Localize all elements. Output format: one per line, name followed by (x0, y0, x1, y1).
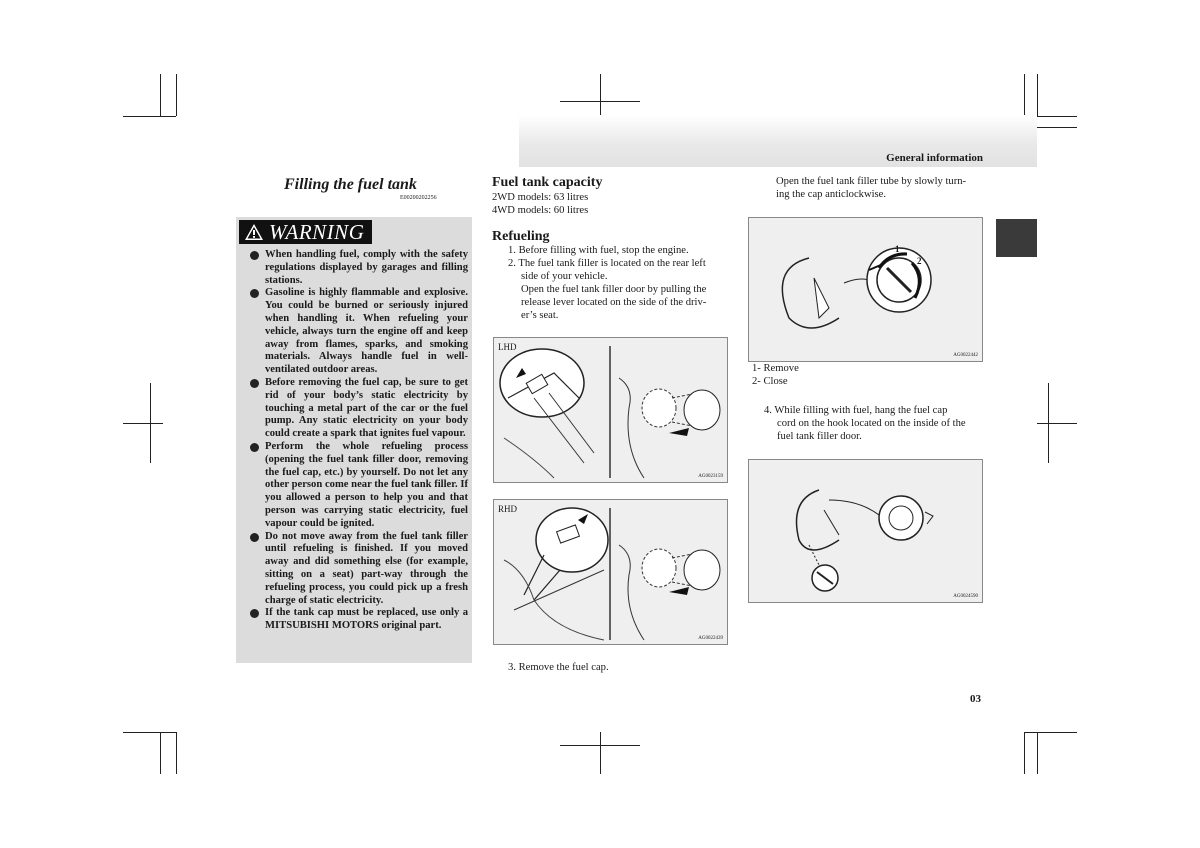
figure-id: AG0022442 (953, 353, 978, 358)
crop-mark (123, 732, 176, 733)
intro-line: ing the cap anticlockwise. (776, 189, 887, 200)
capacity-2wd: 2WD models: 63 litres (492, 192, 589, 203)
warning-list (250, 249, 468, 633)
callout-number: 1 (895, 244, 900, 254)
cap-turn-figure (748, 217, 983, 362)
warning-item: Before removing the fuel cap, be sure to get rid of your body’s static electricity by touching a metal part of the car or the fuel pump. Any static electricity on your body could create a spark that ignites fuel vapour. (250, 377, 468, 441)
crop-mark (160, 732, 161, 774)
figure-tag: RHD (498, 504, 518, 514)
rhd-figure (493, 499, 728, 645)
cap-hook-figure (748, 459, 983, 603)
step-2-line: er’s seat. (521, 310, 559, 321)
crop-mark (1037, 423, 1077, 424)
crop-mark (1037, 116, 1077, 117)
warning-item: Perform the whole refueling process (opening the fuel tank filler door, removing the fuel cap, etc.) by yourself. Do not let any other person come near the fuel tank filler. If you allowed a person to help you and that person was carrying static electricity, fuel vapour could be ignited. (250, 441, 468, 531)
warning-header (239, 220, 372, 244)
crop-mark (160, 74, 161, 116)
bullet-icon (250, 443, 259, 452)
crop-mark (1024, 74, 1025, 116)
step-4-line: 4. While filling with fuel, hang the fuel cap (764, 405, 948, 416)
warning-item: Gasoline is highly flammable and explosive. You could be burned or seriously injured when handling it. When refueling your vehicle, always turn the engine off and keep away from flames, sparks, and smoking materials. Always handle fuel in well-ventilated outdoor areas. (250, 287, 468, 377)
warning-item: If the tank cap must be replaced, use only a MITSUBISHI MOTORS original part. (250, 607, 468, 633)
crop-mark (123, 423, 163, 424)
crop-mark (1037, 732, 1038, 774)
document-code: E00200202256 (400, 195, 437, 201)
crop-mark (600, 732, 601, 774)
bullet-icon (250, 289, 259, 298)
step-3: 3. Remove the fuel cap. (508, 662, 609, 673)
bullet-icon (250, 251, 259, 260)
figure-tag: LHD (498, 342, 517, 352)
crop-mark (1037, 74, 1038, 116)
step-1: 1. Before filling with fuel, stop the engine. (508, 245, 689, 256)
chapter-tab (996, 219, 1037, 257)
refueling-heading: Refueling (492, 229, 550, 244)
figure-id: AG0022439 (698, 636, 723, 641)
step-4-line: cord on the hook located on the inside of the (777, 418, 966, 429)
step-2-line: release lever located on the side of the driv- (521, 297, 707, 308)
warning-item: When handling fuel, comply with the safety regulations displayed by garages and filling stations. (250, 249, 468, 287)
legend-item: 1- Remove (752, 363, 799, 374)
bullet-icon (250, 379, 259, 388)
crop-mark (1024, 732, 1025, 774)
crop-mark (1048, 383, 1049, 463)
page-title: Filling the fuel tank (284, 176, 417, 193)
warning-label: WARNING (269, 219, 365, 244)
figure-id: AG0024590 (953, 594, 978, 599)
step-2-line: 2. The fuel tank filler is located on the rear left (508, 258, 706, 269)
step-4-line: fuel tank filler door. (777, 431, 862, 442)
section-title: General information (886, 152, 983, 164)
capacity-4wd: 4WD models: 60 litres (492, 205, 589, 216)
bullet-icon (250, 533, 259, 542)
callout-number: 2 (917, 256, 922, 266)
crop-mark (1024, 732, 1077, 733)
page-number: 03 (970, 693, 981, 705)
capacity-heading: Fuel tank capacity (492, 175, 603, 190)
crop-mark (123, 116, 176, 117)
bullet-icon (250, 609, 259, 618)
crop-mark (150, 383, 151, 463)
intro-line: Open the fuel tank filler tube by slowly turn- (776, 176, 967, 187)
step-2-line: Open the fuel tank filler door by pulling the (521, 284, 707, 295)
crop-mark (176, 74, 177, 116)
figure-id: AG0023159 (698, 474, 723, 479)
legend-item: 2- Close (752, 376, 788, 387)
warning-item: Do not move away from the fuel tank filler until refueling is finished. If you moved away and did something else (for example, sitting on a seat) part-way through the refueling process, you could pick up a fresh charge of static electricity. (250, 531, 468, 608)
crop-mark (176, 732, 177, 774)
crop-mark (1037, 127, 1077, 128)
warning-triangle-icon (239, 223, 269, 241)
step-2-line: side of your vehicle. (521, 271, 608, 282)
lhd-figure (493, 337, 728, 483)
